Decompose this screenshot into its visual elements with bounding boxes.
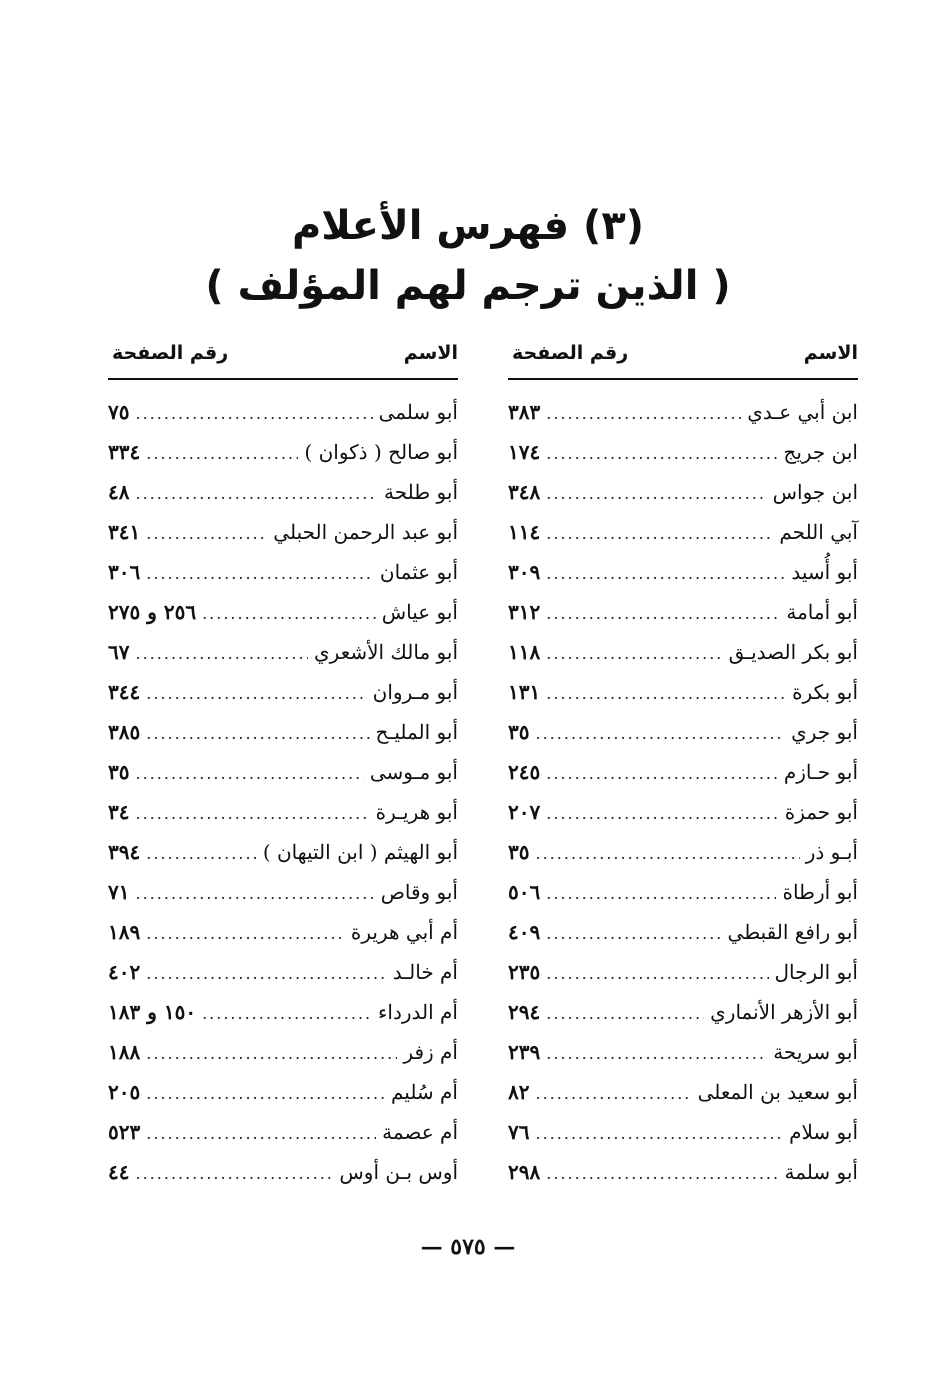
dot-leader	[146, 844, 257, 863]
entry-name: أبو حمزة	[784, 800, 858, 824]
index-entry	[508, 840, 858, 880]
entry-name: أبو سريحة	[773, 1040, 858, 1064]
entry-name: أم عصمة	[382, 1120, 458, 1144]
dot-leader	[546, 644, 722, 663]
index-entry	[108, 520, 458, 560]
dot-leader	[546, 1164, 778, 1183]
index-entry	[508, 1080, 858, 1120]
entry-name: آبي اللحم	[779, 520, 858, 544]
entry-page-number: ٨٢	[508, 1080, 530, 1104]
entry-page-number: ١٨٩	[108, 920, 141, 944]
entry-list	[108, 400, 458, 1200]
index-entry	[508, 800, 858, 840]
dot-leader	[146, 1124, 376, 1143]
dot-leader	[535, 724, 785, 743]
index-entry	[508, 560, 858, 600]
entry-name: أم خالـد	[392, 960, 458, 984]
dot-leader	[202, 1004, 372, 1023]
entry-page-number: ١٣١	[508, 680, 541, 704]
index-entry	[508, 640, 858, 680]
dot-leader	[202, 604, 376, 623]
entry-list	[508, 400, 858, 1200]
entry-name: ابن جريج	[783, 440, 858, 464]
entry-name: أم زفر	[403, 1040, 458, 1064]
index-entry	[508, 520, 858, 560]
index-entry	[508, 720, 858, 760]
index-entry	[108, 1040, 458, 1080]
entry-name: أوس بـن أوس	[339, 1160, 458, 1184]
dot-leader	[135, 1164, 333, 1183]
dot-leader	[135, 884, 374, 903]
entry-name: أبو عثمان	[379, 560, 458, 584]
entry-name: أبو عياش	[381, 600, 458, 624]
entry-page-number: ٣٥	[508, 720, 530, 744]
entry-page-number: ٢٠٥	[108, 1080, 141, 1104]
index-entry	[108, 960, 458, 1000]
dot-leader	[135, 484, 378, 503]
index-entry	[508, 440, 858, 480]
dot-leader	[546, 524, 773, 543]
entry-name: أبو رافع القبطي	[727, 920, 858, 944]
dot-leader	[146, 524, 267, 543]
entry-page-number: ١٨٨	[108, 1040, 141, 1064]
page-title: (٣) فهرس الأعلام	[291, 203, 645, 249]
entry-page-number: ٧١	[108, 880, 130, 904]
dot-leader	[546, 404, 741, 423]
entry-name: أبو بكر الصديـق	[728, 640, 858, 664]
index-entry	[108, 720, 458, 760]
entry-name: أبو أُسيد	[791, 560, 858, 584]
entry-page-number: ٧٥	[108, 400, 130, 424]
index-entry	[108, 920, 458, 960]
index-entry	[508, 960, 858, 1000]
page-number-header: رقم الصفحة	[512, 342, 629, 364]
dot-leader	[546, 564, 785, 583]
entry-page-number: ٣٥	[108, 760, 130, 784]
index-entry	[108, 1080, 458, 1120]
entry-page-number: ٢٤٥	[508, 760, 541, 784]
index-entry	[108, 640, 458, 680]
entry-name: ابن أبي عـدي	[747, 400, 858, 424]
index-entry	[108, 600, 458, 640]
entry-page-number: ٤٠٢	[108, 960, 141, 984]
dot-leader	[135, 644, 308, 663]
dot-leader	[146, 684, 366, 703]
index-entry	[108, 760, 458, 800]
index-entry	[508, 480, 858, 520]
entry-page-number: ٧٦	[508, 1120, 530, 1144]
entry-name: أبو سعيد بن المعلى	[697, 1080, 858, 1104]
entry-name: أبو المليـح	[375, 720, 458, 744]
entry-name: أبو الهيثم ( ابن التيهان )	[262, 840, 458, 864]
entry-name: أبو طلحة	[384, 480, 458, 504]
dot-leader	[546, 924, 721, 943]
entry-page-number: ٢٠٧	[508, 800, 541, 824]
entry-name: أبو وقاص	[380, 880, 458, 904]
entry-page-number: ٢٣٥	[508, 960, 541, 984]
entry-page-number: ٦٧	[108, 640, 130, 664]
dot-leader	[546, 1004, 704, 1023]
index-entry	[108, 440, 458, 480]
dot-leader	[535, 1124, 783, 1143]
entry-page-number: ٣٤١	[108, 520, 141, 544]
dot-leader	[146, 444, 298, 463]
entry-name: أم الدرداء	[378, 1000, 458, 1024]
dot-leader	[146, 964, 387, 983]
entry-name: أبو مـروان	[372, 680, 458, 704]
index-entry	[508, 600, 858, 640]
dot-leader	[146, 1084, 385, 1103]
entry-name: أبو صالح ( ذكوان )	[304, 440, 458, 464]
index-entry	[508, 1160, 858, 1200]
index-entry	[108, 1000, 458, 1040]
index-entry	[508, 1040, 858, 1080]
entry-page-number: ٣٠٦	[108, 560, 141, 584]
entry-name: أبو أرطاة	[782, 880, 858, 904]
index-entry	[108, 1120, 458, 1160]
name-header: الاسم	[403, 342, 458, 364]
dot-leader	[546, 804, 779, 823]
entry-name: أبو عبد الرحمن الحبلي	[273, 520, 458, 544]
index-entry	[108, 560, 458, 600]
entry-page-number: ٣٨٥	[108, 720, 141, 744]
entry-page-number: ٥٠٦	[508, 880, 541, 904]
dot-leader	[135, 804, 369, 823]
entry-name: أبو بكرة	[792, 680, 858, 704]
index-entry	[508, 680, 858, 720]
index-entry	[508, 880, 858, 920]
page-subtitle: ( الذين ترجم لهم المؤلف )	[205, 263, 731, 309]
entry-page-number: ٤٨	[108, 480, 130, 504]
dot-leader	[535, 1084, 691, 1103]
index-entry	[108, 840, 458, 880]
dot-leader	[146, 1044, 397, 1063]
dot-leader	[546, 484, 766, 503]
entry-page-number: ٢٩٤	[508, 1000, 541, 1024]
dot-leader	[546, 884, 776, 903]
index-entry	[108, 880, 458, 920]
index-entry	[508, 1000, 858, 1040]
entry-name: أم أبي هريرة	[350, 920, 458, 944]
dot-leader	[546, 964, 768, 983]
page-number: — ٥٧٥ —	[420, 1234, 516, 1260]
entry-page-number: ٥٢٣	[108, 1120, 141, 1144]
entry-name: أبو مـوسى	[369, 760, 458, 784]
entry-page-number: ٣٤	[108, 800, 130, 824]
dot-leader	[146, 724, 369, 743]
dot-leader	[146, 924, 345, 943]
index-entry	[108, 800, 458, 840]
entry-name: أبو الرجال	[774, 960, 858, 984]
entry-name: ابن جواس	[772, 480, 858, 504]
entry-page-number: ١٥٠ و ١٨٣	[108, 1000, 197, 1024]
dot-leader	[546, 604, 780, 623]
index-entry	[108, 480, 458, 520]
entry-page-number: ٣٤٤	[108, 680, 141, 704]
index-entry	[508, 920, 858, 960]
index-entry	[108, 680, 458, 720]
entry-name: أبو أمامة	[786, 600, 858, 624]
entry-page-number: ١١٨	[508, 640, 541, 664]
name-header: الاسم	[803, 342, 858, 364]
entry-page-number: ٣٣٤	[108, 440, 141, 464]
entry-name: أبو جري	[791, 720, 858, 744]
entry-name: أبو حـازم	[783, 760, 858, 784]
entry-page-number: ٣٥	[508, 840, 530, 864]
entry-page-number: ٤٠٩	[508, 920, 541, 944]
column-header	[108, 342, 458, 380]
dot-leader	[546, 1044, 767, 1063]
entry-name: أبو سلمة	[784, 1160, 858, 1184]
entry-page-number: ٣٨٣	[508, 400, 541, 424]
entry-page-number: ٢٣٩	[508, 1040, 541, 1064]
entry-page-number: ١٧٤	[508, 440, 541, 464]
index-column-left	[108, 342, 458, 1200]
dot-leader	[535, 844, 799, 863]
entry-name: أبو سلمى	[378, 400, 458, 424]
entry-page-number: ١١٤	[508, 520, 541, 544]
entry-name: أبـو ذر	[805, 840, 858, 864]
dot-leader	[546, 444, 777, 463]
index-column-right	[508, 342, 858, 1200]
index-entry	[108, 1160, 458, 1200]
index-entry	[508, 400, 858, 440]
entry-page-number: ٢٥٦ و ٢٧٥	[108, 600, 197, 624]
index-entry	[508, 1120, 858, 1160]
entry-name: أبو سلام	[789, 1120, 858, 1144]
index-entry	[508, 760, 858, 800]
dot-leader	[135, 404, 372, 423]
entry-page-number: ٣٩٤	[108, 840, 141, 864]
entry-name: أبو مالك الأشعري	[314, 640, 458, 664]
column-header	[508, 342, 858, 380]
dot-leader	[135, 764, 363, 783]
entry-name: أبو هريـرة	[375, 800, 458, 824]
page-title-block	[0, 198, 936, 314]
entry-name: أم سُليم	[390, 1080, 458, 1104]
entry-name: أبو الأزهر الأنماري	[710, 1000, 858, 1024]
entry-page-number: ٣١٢	[508, 600, 541, 624]
index-entry	[108, 400, 458, 440]
entry-page-number: ٣٤٨	[508, 480, 541, 504]
entry-page-number: ٣٠٩	[508, 560, 541, 584]
dot-leader	[546, 764, 778, 783]
dot-leader	[146, 564, 374, 583]
page-number-header: رقم الصفحة	[112, 342, 229, 364]
entry-page-number: ٢٩٨	[508, 1160, 541, 1184]
dot-leader	[546, 684, 786, 703]
entry-page-number: ٤٤	[108, 1160, 130, 1184]
